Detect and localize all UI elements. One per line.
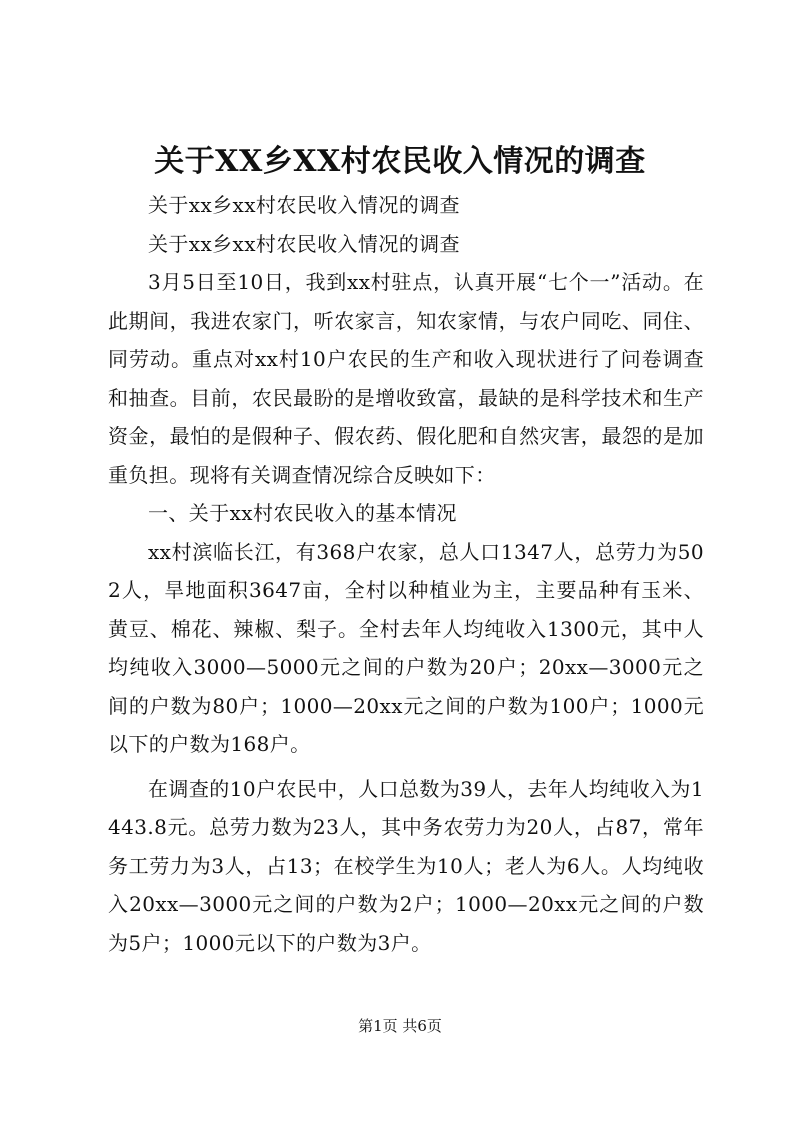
paragraph-survey-results: 在调查的10户农民中，人口总数为39人，去年人均纯收入为1443.8元。总劳力数为23人，其中务农劳力为20人，占87，常年务工劳力为3人，占13；在校学生为10人；老人为6人。人均纯收入20xx—3000元之间的户数为2户；1000—20xx元之间的户数为5户；1000元以下的户数为3户。 (108, 776, 704, 955)
page-number: 第1页 共6页 (358, 1017, 442, 1035)
paragraph-intro: 3月5日至10日，我到xx村驻点，认真开展“七个一”活动。在此期间，我进农家门，听农家言，知农家情，与农户同吃、同住、同劳动。重点对xx村10户农民的生产和收入现状进行了问卷调查和抽查。目前，农民最盼的是增收致富，最缺的是科学技术和生产资金，最怕的是假种子、假农药、假化肥和自然灾害，最怨的是加重负担。现将有关调查情况综合反映如下： (108, 270, 704, 487)
paragraph-subtitle-2: 关于xx乡xx村农民收入情况的调查 (148, 231, 460, 256)
section-heading: 一、关于xx村农民收入的基本情况 (148, 501, 457, 525)
document-title: 关于XX乡XX村农民收入情况的调查 (154, 144, 646, 179)
paragraph-subtitle-1: 关于xx乡xx村农民收入情况的调查 (148, 193, 460, 217)
document-body (108, 186, 704, 962)
paragraph-village-overview: xx村滨临长江，有368户农家，总人口1347人，总劳力为502人，旱地面积3647亩，全村以种植业为主，主要品种有玉米、黄豆、棉花、辣椒、梨子。全村去年人均纯收入1300元，其中人均纯收入3000—5000元之间的户数为20户；20xx—3000元之间的户数为80户；1000—20xx元之间的户数为100户；1000元以下的户数为168户。 (108, 539, 704, 756)
